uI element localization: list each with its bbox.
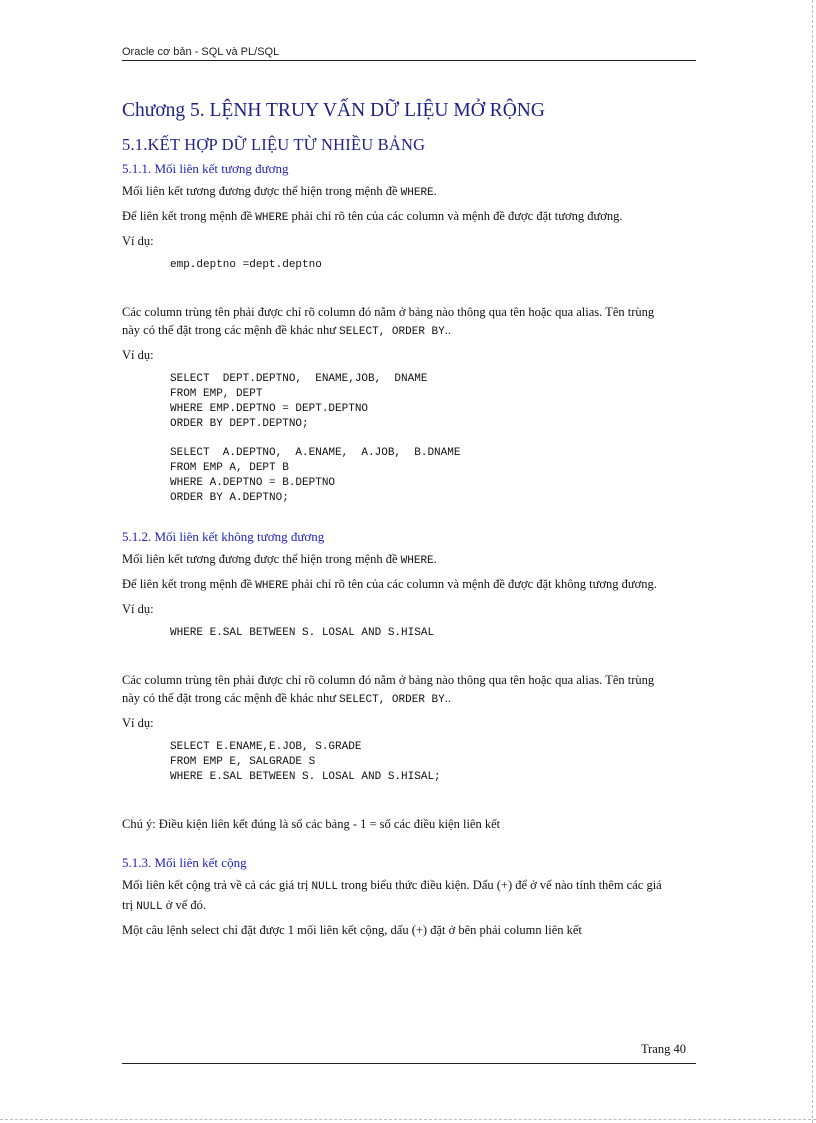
paragraph bbox=[122, 182, 702, 202]
text: Để liên kết trong mệnh đề bbox=[122, 209, 256, 223]
code-line: SELECT E.ENAME,E.JOB, S.GRADE bbox=[170, 741, 362, 753]
code-line: ORDER BY A.DEPTNO; bbox=[170, 492, 289, 504]
example-label: Ví dụ: bbox=[122, 234, 154, 248]
code-block bbox=[170, 446, 702, 506]
paragraph bbox=[122, 876, 702, 916]
code-line: FROM EMP E, SALGRADE S bbox=[170, 756, 316, 768]
inline-code: NULL bbox=[311, 881, 338, 893]
code-line: WHERE E.SAL BETWEEN S. LOSAL AND S.HISAL; bbox=[170, 771, 441, 783]
section-title: 5.1.KẾT HỢP DỮ LIỆU TỪ NHIỀU BẢNG bbox=[122, 135, 426, 154]
text: Để liên kết trong mệnh đề bbox=[122, 577, 256, 591]
example-label: Ví dụ: bbox=[122, 348, 154, 362]
text: Các column trùng tên phải được chỉ rõ column đó nằm ở bảng nào thông qua tên hoặc qua alias. Tên trùng bbox=[122, 305, 655, 319]
note: Chú ý: Điều kiện liên kết đúng là số các bảng - 1 = số các điều kiện liên kết bbox=[122, 817, 501, 831]
inline-code: WHERE bbox=[255, 212, 289, 224]
text: Các column trùng tên phải được chỉ rõ column đó nằm ở bảng nào thông qua tên hoặc qua alias. Tên trùng bbox=[122, 673, 655, 687]
code-block bbox=[170, 626, 702, 641]
document-body bbox=[122, 96, 702, 944]
text: Mối liên kết tương đương được thể hiện trong mệnh đề bbox=[122, 184, 401, 198]
paragraph bbox=[122, 303, 702, 341]
paragraph bbox=[122, 575, 702, 595]
text: ở vế đó. bbox=[162, 898, 207, 912]
paragraph: Một câu lệnh select chỉ đặt được 1 mối liên kết cộng, dấu (+) đặt ở bên phải column liên kết bbox=[122, 923, 582, 937]
inline-code: SELECT, ORDER BY bbox=[339, 326, 445, 338]
code-line: FROM EMP, DEPT bbox=[170, 388, 263, 400]
footer-rule bbox=[122, 1063, 696, 1064]
subsection-title-5-1-1: 5.1.1. Mối liên kết tương đương bbox=[122, 161, 289, 176]
example-label: Ví dụ: bbox=[122, 716, 154, 730]
page-header bbox=[122, 46, 696, 61]
page-number: Trang 40 bbox=[640, 1042, 686, 1056]
text: trong biểu thức điều kiện. Dấu (+) để ở vế nào tính thêm các giá bbox=[337, 878, 662, 892]
subsection-title-5-1-2: 5.1.2. Mối liên kết không tương đương bbox=[122, 529, 325, 544]
code-line: SELECT A.DEPTNO, A.ENAME, A.JOB, B.DNAME bbox=[170, 447, 461, 459]
text: phải chỉ rõ tên của các column và mệnh đề được đặt tương đương. bbox=[288, 209, 623, 223]
text: trị bbox=[122, 898, 137, 912]
subsection-title-5-1-3: 5.1.3. Mối liên kết cộng bbox=[122, 855, 247, 870]
page-edge-right bbox=[812, 0, 813, 1123]
text: phải chỉ rõ tên của các column và mệnh đề được đặt không tương đương. bbox=[288, 577, 657, 591]
code-line: SELECT DEPT.DEPTNO, ENAME,JOB, DNAME bbox=[170, 373, 428, 385]
paragraph bbox=[122, 671, 702, 709]
paragraph bbox=[122, 550, 702, 570]
code-line: emp.deptno =dept.deptno bbox=[170, 259, 322, 271]
code-line: WHERE A.DEPTNO = B.DEPTNO bbox=[170, 477, 336, 489]
chapter-title: Chương 5. LỆNH TRUY VẤN DỮ LIỆU MỞ RỘNG bbox=[122, 100, 545, 121]
inline-code: SELECT, ORDER BY bbox=[339, 694, 445, 706]
inline-code: NULL bbox=[136, 901, 163, 913]
paragraph bbox=[122, 207, 702, 227]
page-edge-bottom bbox=[0, 1119, 816, 1120]
code-line: ORDER BY DEPT.DEPTNO; bbox=[170, 418, 309, 430]
text: .. bbox=[444, 691, 451, 705]
text: này có thể đặt trong các mệnh đề khác như bbox=[122, 323, 340, 337]
text: Mối liên kết tương đương được thể hiện trong mệnh đề bbox=[122, 552, 401, 566]
code-block bbox=[170, 740, 702, 785]
inline-code: WHERE bbox=[400, 555, 434, 567]
example-label: Ví dụ: bbox=[122, 602, 154, 616]
text: . bbox=[433, 552, 437, 566]
text: .. bbox=[444, 323, 451, 337]
inline-code: WHERE bbox=[255, 580, 289, 592]
inline-code: WHERE bbox=[400, 187, 434, 199]
code-line: WHERE E.SAL BETWEEN S. LOSAL AND S.HISAL bbox=[170, 627, 435, 639]
code-block bbox=[170, 258, 702, 273]
code-line: WHERE EMP.DEPTNO = DEPT.DEPTNO bbox=[170, 403, 369, 415]
text: Mối liên kết cộng trả về cả các giá trị bbox=[122, 878, 312, 892]
code-block bbox=[170, 372, 702, 432]
text: . bbox=[433, 184, 437, 198]
header-title: Oracle cơ bản - SQL và PL/SQL bbox=[122, 46, 280, 58]
text: này có thể đặt trong các mệnh đề khác như bbox=[122, 691, 340, 705]
code-line: FROM EMP A, DEPT B bbox=[170, 462, 289, 474]
